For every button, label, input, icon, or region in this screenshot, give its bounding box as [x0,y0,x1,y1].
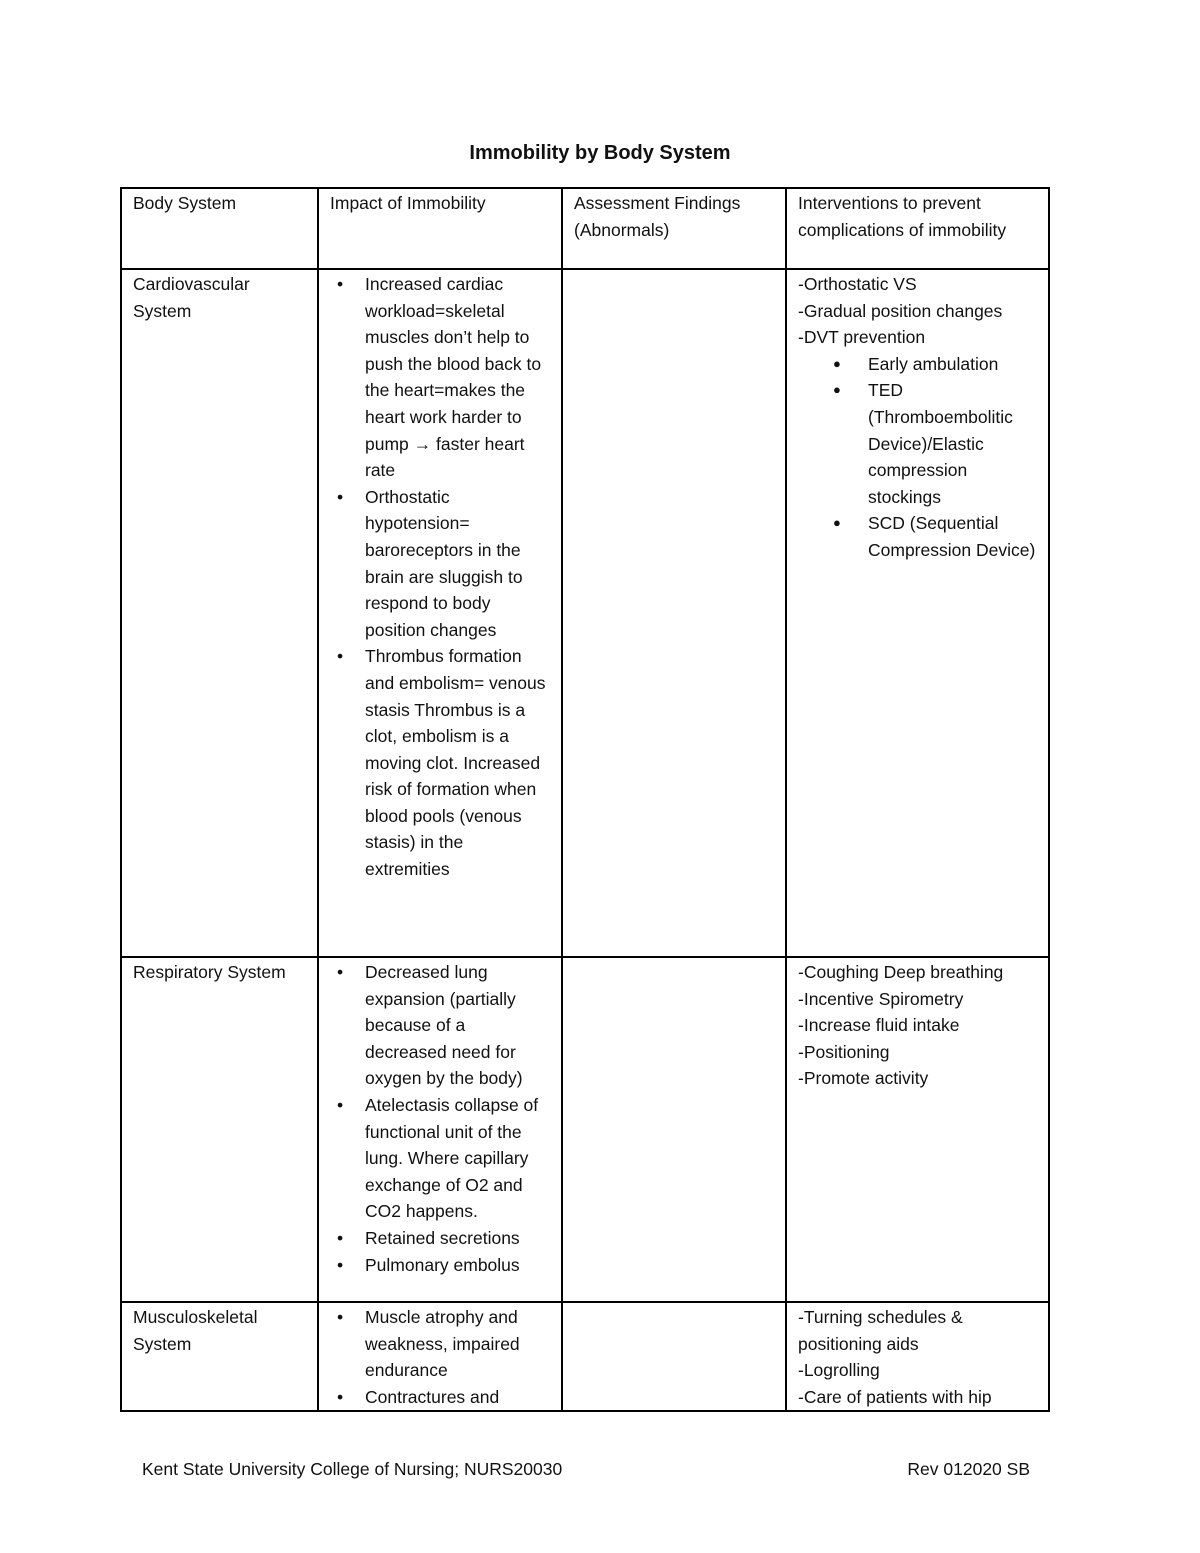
impact-item: • Retained secretions [330,1225,551,1252]
intervention-line: -Positioning [798,1041,890,1062]
intervention-line: -Care of patients with hip [798,1386,992,1407]
table-row-musculoskeletal [121,1302,1049,1411]
intervention-line: -Orthostatic VS [798,274,917,294]
impact-item: • Orthostatic hypotension= baroreceptors in the brain are sluggish to respond to body position changes [330,484,551,644]
impact-item: • Thrombus formation and embolism= venous stasis Thrombus is a clot, embolism is a moving clot. Increased risk of formation when blood pools (venous stasis) in the extremities [330,643,551,882]
table-row-respiratory [121,957,1049,1302]
header-body-system: Body System [121,188,318,269]
intervention-subitem: ● TED (Thromboembolitic Device)/Elastic compression stockings [798,377,1038,510]
table-header-row [121,188,1049,269]
intervention-sublist [798,351,1038,564]
footer-revision: Rev 012020 SB [907,1459,1030,1479]
header-assessment: Assessment Findings (Abnormals) [562,188,786,269]
system-cell: Cardiovascular System [121,269,318,957]
intervention-line: -Increase fluid intake [798,1015,960,1036]
intervention-line: -DVT prevention [798,327,926,348]
system-cell: Respiratory System [121,957,318,1302]
intervention-line: -Logrolling [798,1360,880,1381]
footer-course: Kent State University College of Nursing; NURS20030 [142,1459,563,1479]
header-interventions: Interventions to prevent complications of immobility [786,188,1049,269]
intervention-line: -Incentive Spirometry [798,988,964,1009]
intervention-line: -Promote activity [798,1068,929,1089]
assessment-cell [562,269,786,957]
intervention-subitem: ● Early ambulation [798,351,1038,378]
impact-cell [318,957,562,1302]
impact-item: • Increased cardiac workload=skeletal muscles don’t help to push the blood back to the heart=makes the heart work harder to pump → faster heart rate [330,271,551,484]
immobility-table [120,187,1050,1412]
table-row-cardiovascular [121,269,1049,957]
impact-list [330,1304,551,1410]
system-cell: Musculoskeletal System [121,1302,318,1411]
impact-item: • Muscle atrophy and weakness, impaired endurance [330,1304,551,1384]
intervention-line: -Gradual position changes [798,300,1003,321]
impact-item: • Decreased lung expansion (partially because of a decreased need for oxygen by the body) [330,959,551,1092]
interventions-cell [786,269,1049,957]
assessment-cell [562,1302,786,1411]
impact-item: • Atelectasis collapse of functional unit of the lung. Where capillary exchange of O2 and CO2 happens. [330,1092,551,1225]
intervention-subitem: ● SCD (Sequential Compression Device) [798,510,1038,563]
intervention-line: -Turning schedules & positioning aids [798,1307,963,1354]
assessment-cell [562,957,786,1302]
impact-list [330,271,551,883]
impact-cell [318,269,562,957]
impact-item: • Contractures and [330,1384,551,1411]
interventions-cell [786,1302,1049,1411]
impact-list [330,959,551,1278]
impact-item: • Pulmonary embolus [330,1252,551,1279]
impact-cell [318,1302,562,1411]
header-impact: Impact of Immobility [318,188,562,269]
interventions-cell [786,957,1049,1302]
intervention-line: -Coughing Deep breathing [798,962,1004,982]
page-title: Immobility by Body System [469,142,731,164]
